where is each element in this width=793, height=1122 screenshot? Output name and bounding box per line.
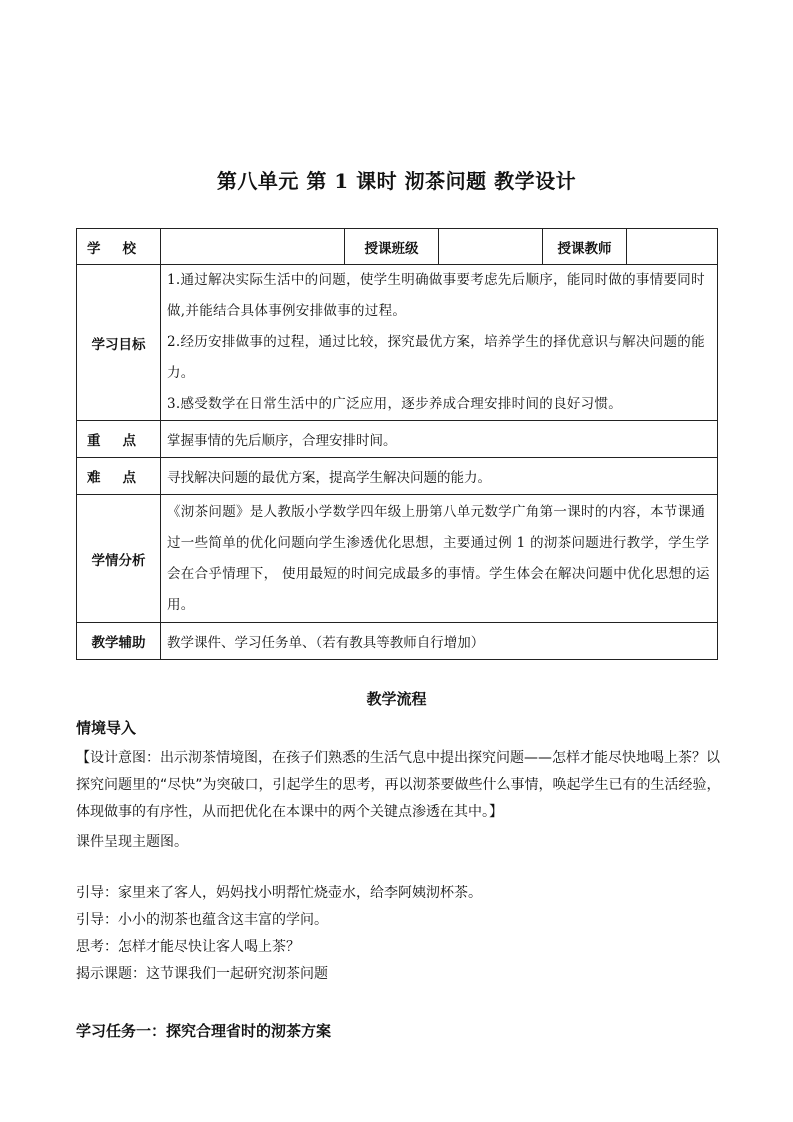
intro-heading: 情境导入 bbox=[76, 719, 137, 737]
analysis-label: 学情分析 bbox=[77, 495, 161, 623]
lesson-info-table bbox=[76, 228, 718, 660]
goals-content bbox=[161, 265, 718, 421]
row-goals bbox=[77, 265, 718, 421]
think-text: 思考：怎样才能尽快让客人喝上茶？ bbox=[76, 939, 300, 955]
difficult-label: 难 点 bbox=[77, 458, 161, 495]
guide-2: 引导：小小的沏茶也蕴含这丰富的学问。 bbox=[76, 912, 328, 928]
goal-item: 3.感受数学在日常生活中的广泛应用，逐步养成合理安排时间的良好习惯。 bbox=[167, 396, 623, 412]
class-value[interactable] bbox=[439, 229, 543, 265]
difficult-content: 寻找解决问题的最优方案，提高学生解决问题的能力。 bbox=[161, 458, 718, 495]
guide-1: 引导：家里来了客人，妈妈找小明帮忙烧壶水，给李阿姨沏杯茶。 bbox=[76, 885, 482, 901]
teacher-label: 授课教师 bbox=[543, 229, 627, 265]
show-image-text: 课件呈现主题图。 bbox=[76, 834, 188, 850]
row-aids bbox=[77, 623, 718, 660]
school-value[interactable] bbox=[161, 229, 345, 265]
reveal-text: 揭示课题：这节课我们一起研究沏茶问题 bbox=[76, 966, 328, 982]
aids-label: 教学辅助 bbox=[77, 623, 161, 660]
teacher-value[interactable] bbox=[627, 229, 718, 265]
row-key-points bbox=[77, 421, 718, 458]
row-difficult-points bbox=[77, 458, 718, 495]
row-school bbox=[77, 229, 718, 265]
goal-item: 2.经历安排做事的过程，通过比较，探究最优方案，培养学生的择优意识与解决问题的能力。 bbox=[167, 334, 705, 381]
page-title: 第八单元 第 1 课时 沏茶问题 教学设计 bbox=[216, 169, 577, 193]
design-intent: 【设计意图：出示沏茶情境图，在孩子们熟悉的生活气息中提出探究问题——怎样才能尽快地喝上茶？以探究问题里的“尽快”为突破口，引起学生的思考，再以沏茶要做些什么事情，唤起学生已有的生活经验，体现做事的有序性，从而把优化在本课中的两个关键点渗透在其中。】 bbox=[76, 750, 721, 820]
aids-content: 教学课件、学习任务单、（若有教具等教师自行增加） bbox=[161, 623, 718, 660]
key-content: 掌握事情的先后顺序，合理安排时间。 bbox=[161, 421, 718, 458]
row-analysis bbox=[77, 495, 718, 623]
key-label: 重 点 bbox=[77, 421, 161, 458]
goal-item: 1.通过解决实际生活中的问题，使学生明确做事要考虑先后顺序，能同时做的事情要同时做,并能结合具体事例安排做事的过程。 bbox=[167, 272, 705, 319]
flow-heading: 教学流程 bbox=[366, 690, 427, 708]
school-label: 学 校 bbox=[77, 229, 161, 265]
goals-label: 学习目标 bbox=[77, 265, 161, 421]
class-label: 授课班级 bbox=[345, 229, 439, 265]
analysis-content: 《沏茶问题》是人教版小学数学四年级上册第八单元数学广角第一课时的内容，本节课通过一些简单的优化问题向学生渗透优化思想，主要通过例 1 的沏茶问题进行教学，学生学会在合乎情理下， 使用最短的时间完成最多的事情。学生体会在解决问题中优化思想的运用。 bbox=[161, 495, 718, 623]
task1-heading: 学习任务一：探究合理省时的沏茶方案 bbox=[76, 1022, 332, 1040]
